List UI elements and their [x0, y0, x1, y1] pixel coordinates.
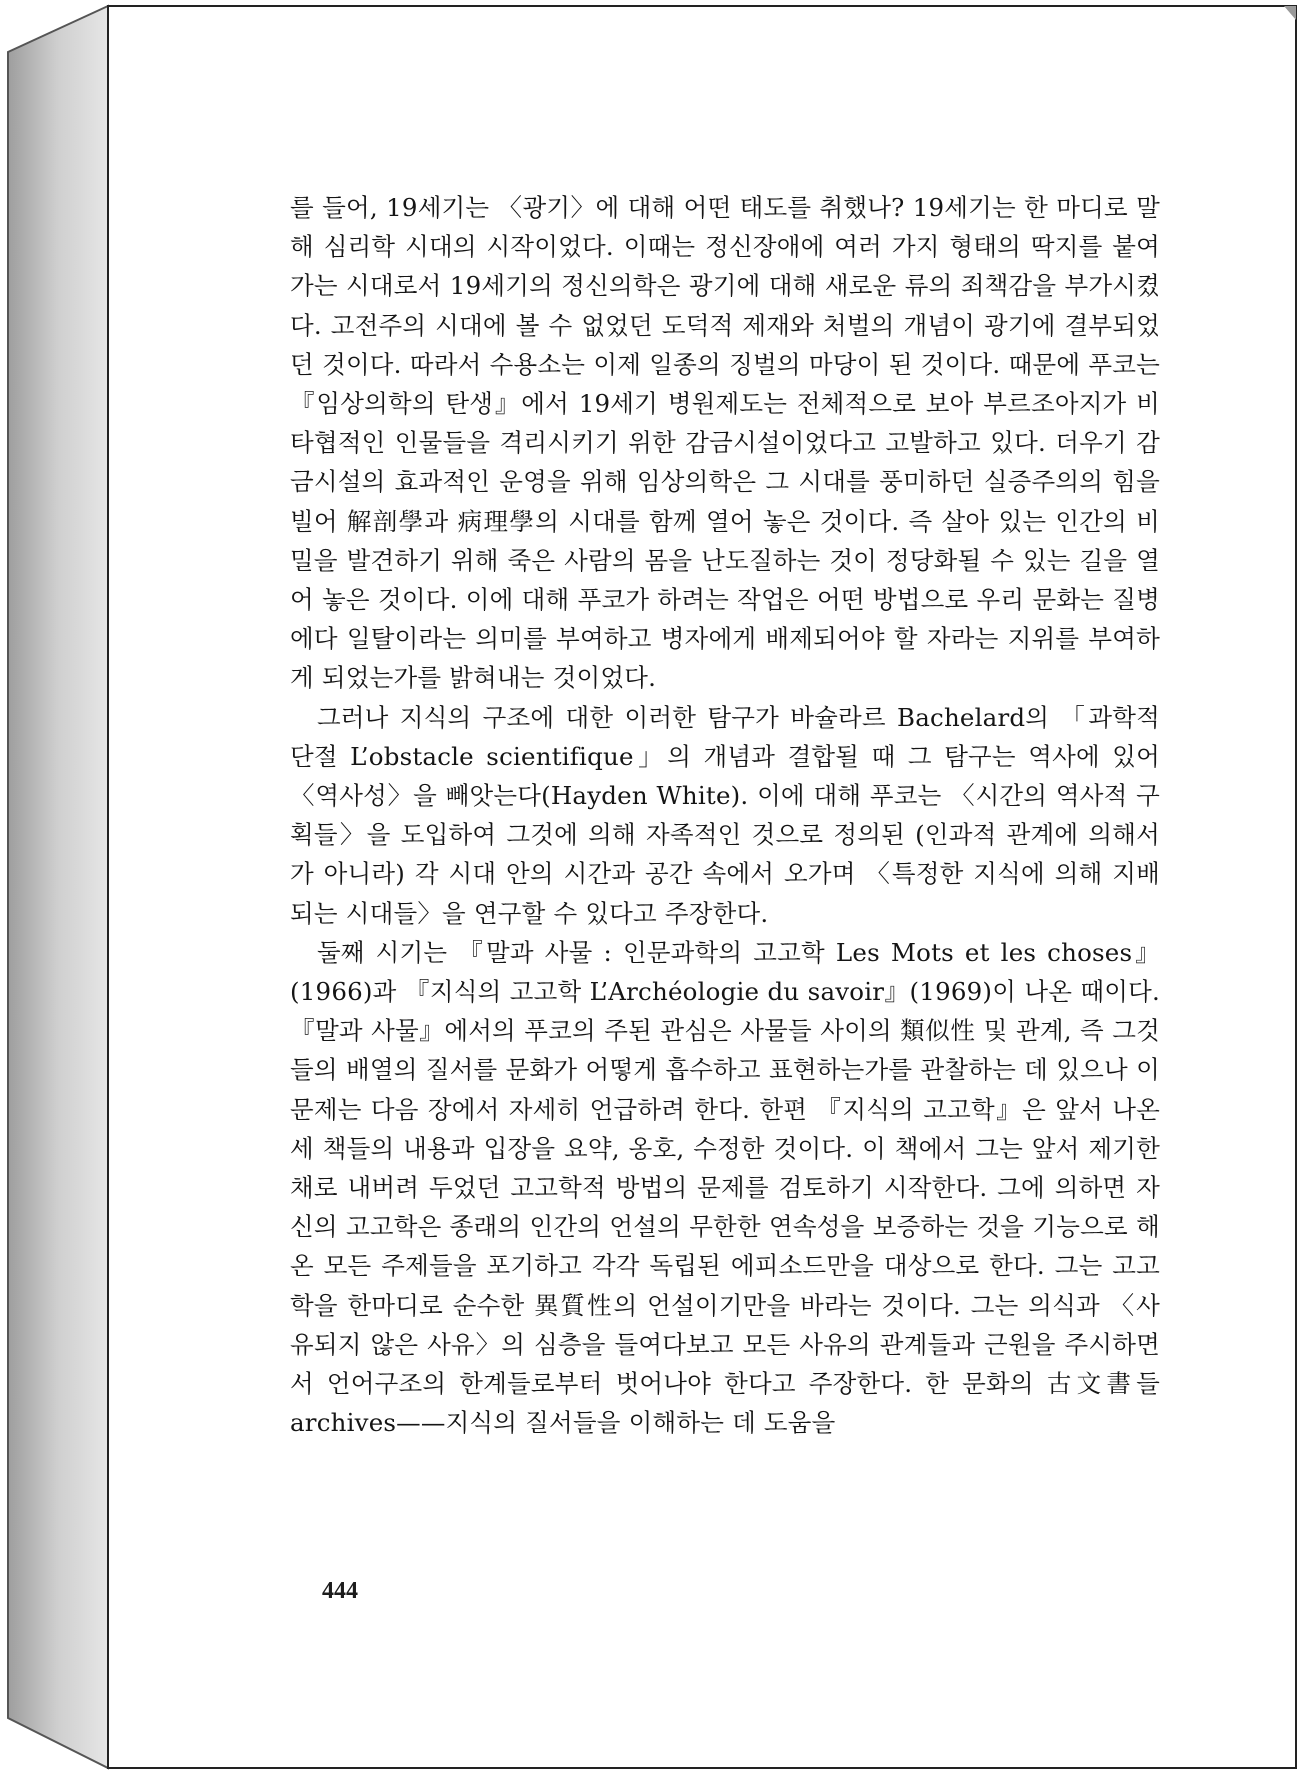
paragraph-3: 둘째 시기는 『말과 사물 : 인문과학의 고고학 Les Mots et les choses』(1966)과 『지식의 고고학 L’Archéologie du savoir』(1969)이 나온 때이다. 『말과 사물』에서의 푸코의 주된 관심은 사물들 사이의 類似性 및 관계, 즉 그것들의 배열의 질서를 문화가 어떻게 흡수하고 표현하는가를 관찰하는 데 있으나 이 문제는 다음 장에서 자세히 언급하려 한다. 한편 『지식의 고고학』은 앞서 나온 세 책들의 내용과 입장을 요약, 옹호, 수정한 것이다. 이 책에서 그는 앞서 제기한 채로 내버려 두었던 고고학적 방법의 문제를 검토하기 시작한다. 그에 의하면 자신의 고고학은 종래의 인간의 언설의 무한한 연속성을 보증하는 것을 기능으로 해온 모든 주제들을 포기하고 각각 독립된 에피소드만을 대상으로 한다. 그는 고고학을 한마디로 순수한 異質性의 언설이기만을 바라는 것이다. 그는 의식과 〈사유되지 않은 사유〉의 심층을 들여다보고 모든 사유의 관계들과 근원을 주시하면서 언어구조의 한계들로부터 벗어나야 한다고 주장한다. 한 문화의 古文書들 archives——지식의 질서들을 이해하는 데 도움을 — [290, 937, 1160, 1438]
paragraph-1: 를 들어, 19세기는 〈광기〉에 대해 어떤 태도를 취했나? 19세기는 한 마디로 말해 심리학 시대의 시작이었다. 이때는 정신장애에 여러 가지 형태의 딱지를 붙여 가는 시대로서 19세기의 정신의학은 광기에 대해 새로운 류의 죄책감을 부가시켰다. 고전주의 시대에 볼 수 없었던 도덕적 제재와 처벌의 개념이 광기에 결부되었던 것이다. 따라서 수용소는 이제 일종의 징벌의 마당이 된 것이다. 때문에 푸코는 『임상의학의 탄생』에서 19세기 병원제도는 전체적으로 보아 부르조아지가 비타협적인 인물들을 격리시키기 위한 감금시설이었다고 고발하고 있다. 더우기 감금시설의 효과적인 운영을 위해 임상의학은 그 시대를 풍미하던 실증주의의 힘을 빌어 解剖學과 病理學의 시대를 함께 열어 놓은 것이다. 즉 살아 있는 인간의 비밀을 발견하기 위해 죽은 사람의 몸을 난도질하는 것이 정당화될 수 있는 길을 열어 놓은 것이다. 이에 대해 푸코가 하려는 작업은 어떤 방법으로 우리 문화는 질병에다 일탈이라는 의미를 부여하고 병자에게 배제되어야 할 자라는 지위를 부여하게 되었는가를 밝혀내는 것이었다. — [290, 193, 1160, 693]
page-body-text — [290, 188, 1160, 1443]
page-number: 444 — [322, 1578, 358, 1604]
paragraph-2: 그러나 지식의 구조에 대한 이러한 탐구가 바슐라르 Bachelard의 「과학적 단절 L’obstacle scientifique」의 개념과 결합될 때 그 탐구는 역사에 있어 〈역사성〉을 빼앗는다(Hayden White). 이에 대해 푸코는 〈시간의 역사적 구획들〉을 도입하여 그것에 의해 자족적인 것으로 정의된 (인과적 관계에 의해서가 아니라) 각 시대 안의 시간과 공간 속에서 오가며 〈특정한 지식에 의해 지배되는 시대들〉을 연구할 수 있다고 주장한다. — [290, 702, 1160, 928]
book-spine-shape — [8, 6, 108, 1768]
